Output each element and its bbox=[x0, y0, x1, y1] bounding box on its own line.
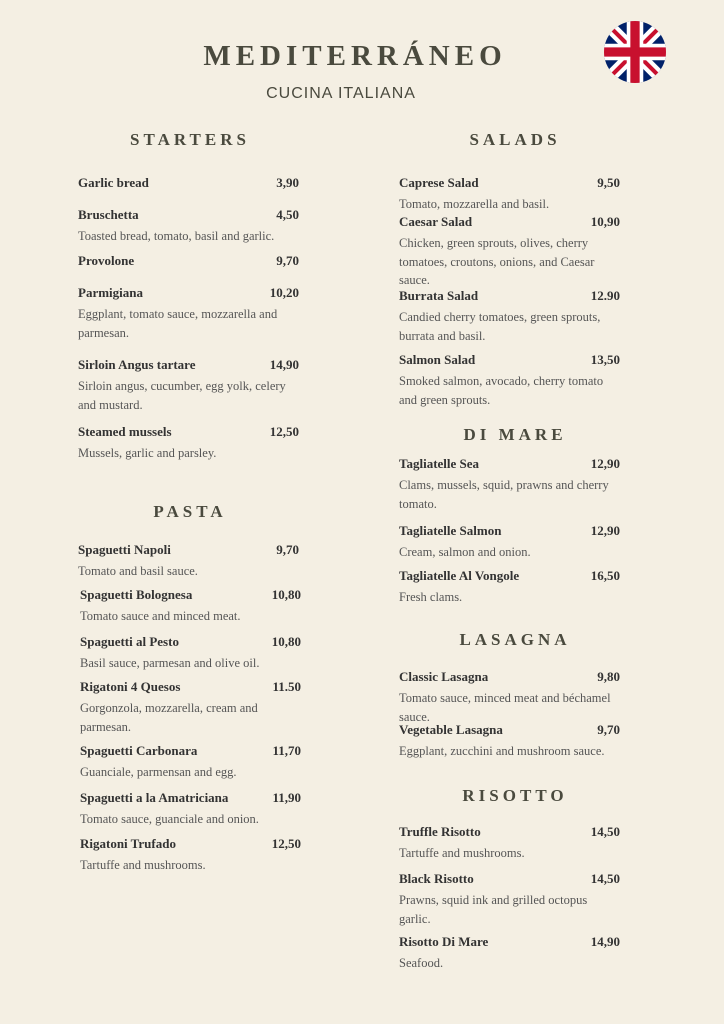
item-price: 10,20 bbox=[269, 285, 299, 300]
item-name: Vegetable Lasagna bbox=[399, 722, 503, 737]
item-price: 12,50 bbox=[269, 424, 299, 439]
item-description: Basil sauce, parmesan and olive oil. bbox=[80, 656, 260, 670]
item-description: Fresh clams. bbox=[399, 590, 463, 604]
item-description: Chicken, green sprouts, olives, cherry tomatoes, croutons, onions, and Caesar sauce. bbox=[399, 236, 595, 287]
item-description: Eggplant, zucchini and mushroom sauce. bbox=[399, 744, 605, 758]
item-price: 10,90 bbox=[590, 214, 620, 229]
section-heading-lasagna: LASAGNA bbox=[459, 630, 571, 649]
section-heading-pasta: PASTA bbox=[153, 502, 227, 521]
uk-flag-icon[interactable] bbox=[604, 21, 666, 83]
item-price: 12,90 bbox=[590, 523, 620, 538]
item-price: 14,50 bbox=[590, 871, 620, 886]
item-price: 12,90 bbox=[590, 456, 620, 471]
item-name: Tagliatelle Salmon bbox=[399, 523, 502, 538]
item-price: 3,90 bbox=[276, 175, 299, 190]
item-price: 9,80 bbox=[597, 669, 620, 684]
item-price: 14,50 bbox=[590, 824, 620, 839]
item-description: Tomato and basil sauce. bbox=[78, 564, 198, 578]
item-description: Guanciale, parmensan and egg. bbox=[80, 765, 237, 779]
item-price: 14,90 bbox=[590, 934, 620, 949]
item-description: Tomato, mozzarella and basil. bbox=[399, 197, 550, 211]
item-description: Toasted bread, tomato, basil and garlic. bbox=[78, 229, 275, 243]
item-name: Rigatoni Trufado bbox=[80, 836, 176, 851]
item-name: Bruschetta bbox=[78, 207, 139, 222]
item-description: Tomato sauce, minced meat and béchamel sauce. bbox=[399, 691, 611, 724]
item-price: 9,50 bbox=[597, 175, 620, 190]
item-price: 10,80 bbox=[271, 634, 301, 649]
section-heading-di-mare: DI MARE bbox=[463, 425, 567, 444]
item-price: 12.90 bbox=[590, 288, 620, 303]
item-name: Rigatoni 4 Quesos bbox=[80, 679, 181, 694]
item-price: 14,90 bbox=[269, 357, 299, 372]
item-name: Black Risotto bbox=[399, 871, 474, 886]
item-price: 11,70 bbox=[272, 743, 301, 758]
item-description: Tartuffe and mushrooms. bbox=[80, 858, 206, 872]
item-price: 16,50 bbox=[590, 568, 620, 583]
item-description: Mussels, garlic and parsley. bbox=[78, 446, 217, 460]
item-description: Candied cherry tomatoes, green sprouts, burrata and basil. bbox=[399, 310, 601, 343]
item-name: Tagliatelle Sea bbox=[399, 456, 480, 471]
item-name: Caesar Salad bbox=[399, 214, 473, 229]
item-name: Garlic bread bbox=[78, 175, 149, 190]
item-name: Spaguetti Bolognesa bbox=[80, 587, 193, 602]
section-heading-salads: SALADS bbox=[469, 130, 561, 149]
item-description: Tomato sauce and minced meat. bbox=[80, 609, 241, 623]
item-name: Spaguetti Napoli bbox=[78, 542, 171, 557]
item-name: Spaguetti a la Amatriciana bbox=[80, 790, 229, 805]
item-name: Spaguetti Carbonara bbox=[80, 743, 198, 758]
item-name: Sirloin Angus tartare bbox=[78, 357, 196, 372]
item-name: Salmon Salad bbox=[399, 352, 476, 367]
item-name: Provolone bbox=[78, 253, 135, 268]
item-name: Risotto Di Mare bbox=[399, 934, 489, 949]
item-description: Tartuffe and mushrooms. bbox=[399, 846, 525, 860]
item-description: Seafood. bbox=[399, 956, 444, 970]
item-price: 9,70 bbox=[276, 542, 299, 557]
item-name: Classic Lasagna bbox=[399, 669, 489, 684]
item-description: Gorgonzola, mozzarella, cream and parmesan. bbox=[80, 701, 258, 734]
item-price: 12,50 bbox=[271, 836, 301, 851]
item-name: Spaguetti al Pesto bbox=[80, 634, 179, 649]
item-price: 13,50 bbox=[590, 352, 620, 367]
item-name: Steamed mussels bbox=[78, 424, 172, 439]
item-description: Clams, mussels, squid, prawns and cherry tomato. bbox=[399, 478, 609, 511]
item-price: 11.50 bbox=[272, 679, 301, 694]
item-description: Tomato sauce, guanciale and onion. bbox=[80, 812, 259, 826]
item-name: Parmigiana bbox=[78, 285, 143, 300]
section-heading-starters: STARTERS bbox=[130, 130, 250, 149]
item-description: Eggplant, tomato sauce, mozzarella and parmesan. bbox=[78, 307, 278, 340]
item-price: 9,70 bbox=[276, 253, 299, 268]
item-description: Prawns, squid ink and grilled octopus garlic. bbox=[399, 893, 588, 926]
item-description: Sirloin angus, cucumber, egg yolk, celery and mustard. bbox=[78, 379, 286, 412]
item-name: Caprese Salad bbox=[399, 175, 479, 190]
section-heading-risotto: RISOTTO bbox=[462, 786, 568, 805]
item-description: Smoked salmon, avocado, cherry tomato and green sprouts. bbox=[399, 374, 604, 407]
item-price: 9,70 bbox=[597, 722, 620, 737]
item-name: Burrata Salad bbox=[399, 288, 479, 303]
item-price: 11,90 bbox=[272, 790, 301, 805]
item-name: Truffle Risotto bbox=[399, 824, 481, 839]
restaurant-subtitle: CUCINA ITALIANA bbox=[266, 85, 416, 102]
item-name: Tagliatelle Al Vongole bbox=[399, 568, 520, 583]
item-description: Cream, salmon and onion. bbox=[399, 545, 531, 559]
restaurant-title: MEDITERRÁNEO bbox=[203, 40, 507, 72]
item-price: 4,50 bbox=[276, 207, 299, 222]
item-price: 10,80 bbox=[271, 587, 301, 602]
